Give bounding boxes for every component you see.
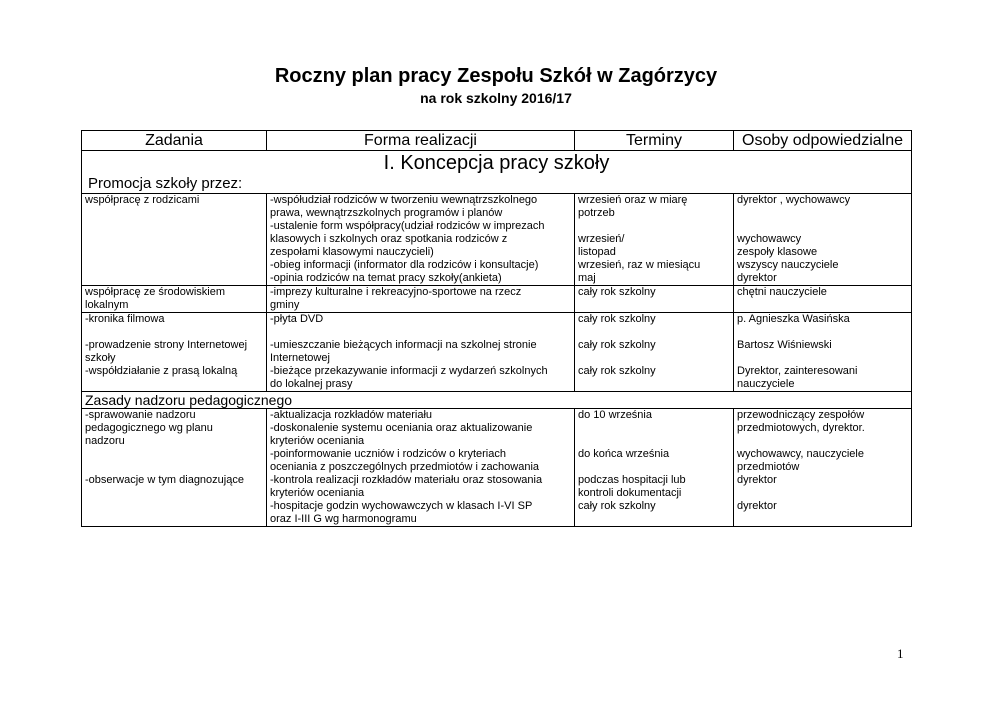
form-cell [267, 313, 575, 392]
cell-line: cały rok szkolny [578, 313, 656, 325]
cell-line: p. Agnieszka Wasińska [737, 313, 850, 325]
blank-line [578, 220, 730, 233]
cell-line: -bieżące przekazywanie informacji z wydarzeń szkolnych [270, 365, 548, 377]
cell-line: -obserwacje w tym diagnozujące [85, 474, 244, 486]
cell-line: wychowawcy, nauczyciele [737, 448, 864, 460]
cell-line: -opinia rodziców na temat pracy szkoły(ankieta) [270, 272, 502, 284]
table-row [82, 286, 912, 313]
cell-line: do lokalnej prasy [270, 378, 353, 390]
cell-line: -współudział rodziców w tworzeniu wewnątrzszkolnego [270, 194, 538, 206]
cell-line: maj [578, 272, 596, 284]
header-tasks: Zadania [82, 131, 267, 151]
cell-line: pedagogicznego wg planu [85, 422, 213, 434]
task-cell [82, 194, 267, 286]
blank-line [737, 220, 908, 233]
cell-line: zespoły klasowe [737, 246, 818, 258]
cell-line: oraz I-III G wg harmonogramu [270, 513, 417, 525]
section-row [82, 151, 912, 194]
blank-line [737, 352, 908, 365]
cell-line: wszyscy nauczyciele [737, 259, 839, 271]
cell-line: dyrektor [737, 474, 777, 486]
header-form: Forma realizacji [267, 131, 575, 151]
document-subtitle: na rok szkolny 2016/17 [420, 90, 572, 106]
table-header-row [82, 131, 912, 151]
cell-line: -kronika filmowa [85, 313, 165, 325]
section-cell [82, 151, 912, 194]
cell-line: do końca września [578, 448, 670, 460]
cell-line: -kontrola realizacji rozkładów materiału oraz stosowania [270, 474, 543, 486]
cell-line: przedmiotów [737, 461, 800, 473]
blank-line [737, 435, 908, 448]
cell-line: nauczyciele [737, 378, 795, 390]
cell-line: -doskonalenie systemu oceniania oraz aktualizowanie [270, 422, 533, 434]
blank-line [85, 326, 263, 339]
cell-line: -imprezy kulturalne i rekreacyjno-sportowe na rzecz [270, 286, 522, 298]
task-cell [82, 286, 267, 313]
cell-line: dyrektor , wychowawcy [737, 194, 851, 206]
blank-line [578, 422, 730, 435]
cell-line: klasowych i szkolnych oraz spotkania rodziców z [270, 233, 508, 245]
cell-line: -ustalenie form współpracy(udział rodziców w imprezach [270, 220, 545, 232]
blank-line [578, 326, 730, 339]
cell-line: cały rok szkolny [578, 500, 656, 512]
cell-line: listopad [578, 246, 616, 258]
cell-line: zespołami klasowymi nauczycieli) [270, 246, 434, 258]
header-persons: Osoby odpowiedzialne [734, 131, 912, 151]
form-cell [267, 194, 575, 286]
cell-line: dyrektor [737, 500, 777, 512]
blank-line [85, 448, 263, 461]
cell-line: prawa, wewnątrzszkolnych programów i planów [270, 207, 503, 219]
table-row [82, 313, 912, 392]
cell-line: -umieszczanie bieżących informacji na szkolnej stronie [270, 339, 537, 351]
persons-cell [734, 194, 912, 286]
cell-line: kryteriów oceniania [270, 487, 365, 499]
persons-cell [734, 286, 912, 313]
section-subtitle: Promocja szkoły przez: [88, 175, 243, 192]
cell-line: szkoły [85, 352, 116, 364]
cell-line: chętni nauczyciele [737, 286, 827, 298]
cell-line: kryteriów oceniania [270, 435, 365, 447]
cell-line: wrzesień, raz w miesiącu [578, 259, 701, 271]
header-terms: Terminy [575, 131, 734, 151]
form-cell [267, 286, 575, 313]
cell-line: przewodniczący zespołów [737, 409, 865, 421]
blank-line [737, 487, 908, 500]
terms-cell [575, 286, 734, 313]
terms-cell [575, 194, 734, 286]
group-title: Zasady nadzoru pedagogicznego [82, 392, 912, 409]
task-cell [82, 313, 267, 392]
cell-line: oceniania z poszczególnych przedmiotów i zachowania [270, 461, 540, 473]
cell-line: Dyrektor, zainteresowani [737, 365, 858, 377]
cell-line: potrzeb [578, 207, 615, 219]
cell-line: -sprawowanie nadzoru [85, 409, 196, 421]
blank-line [578, 352, 730, 365]
terms-cell [575, 409, 734, 527]
plan-table [81, 130, 912, 527]
group-header-row [82, 392, 912, 409]
cell-line: -prowadzenie strony Internetowej [85, 339, 248, 351]
table-row [82, 409, 912, 527]
document-title: Roczny plan pracy Zespołu Szkół w Zagórzycy [274, 65, 718, 87]
terms-cell [575, 313, 734, 392]
cell-line: przedmiotowych, dyrektor. [737, 422, 865, 434]
cell-line: współpracę ze środowiskiem [85, 286, 225, 298]
cell-line: cały rok szkolny [578, 286, 656, 298]
blank-line [578, 461, 730, 474]
cell-line: nadzoru [85, 435, 125, 447]
cell-line: współpracę z rodzicami [85, 194, 200, 206]
cell-line: -współdziałanie z prasą lokalną [85, 365, 238, 377]
task-cell [82, 409, 267, 527]
blank-line [578, 435, 730, 448]
cell-line: cały rok szkolny [578, 365, 656, 377]
table-row [82, 194, 912, 286]
cell-line: gminy [270, 299, 300, 311]
cell-line: lokalnym [85, 299, 129, 311]
cell-line: podczas hospitacji lub [578, 474, 686, 486]
form-cell [267, 409, 575, 527]
cell-line: wrzesień/ [578, 233, 625, 245]
cell-line: -płyta DVD [270, 313, 324, 325]
cell-line: dyrektor [737, 272, 777, 284]
cell-line: do 10 września [578, 409, 652, 421]
cell-line: Bartosz Wiśniewski [737, 339, 832, 351]
cell-line: wychowawcy [737, 233, 802, 245]
page-number: 1 [897, 646, 904, 661]
cell-line: -poinformowanie uczniów i rodziców o kryteriach [270, 448, 506, 460]
cell-line: wrzesień oraz w miarę [578, 194, 688, 206]
cell-line: cały rok szkolny [578, 339, 656, 351]
cell-line: -aktualizacja rozkładów materiału [270, 409, 433, 421]
persons-cell [734, 409, 912, 527]
cell-line: -obieg informacji (informator dla rodziców i konsultacje) [270, 259, 539, 271]
blank-line [737, 207, 908, 220]
cell-line: kontroli dokumentacji [578, 487, 682, 499]
blank-line [737, 326, 908, 339]
blank-line [85, 461, 263, 474]
persons-cell [734, 313, 912, 392]
cell-line: -hospitacje godzin wychowawczych w klasach I-VI SP [270, 500, 533, 512]
section-title: I. Koncepcja pracy szkoły [383, 152, 610, 174]
cell-line: Internetowej [270, 352, 330, 364]
blank-line [270, 326, 571, 339]
